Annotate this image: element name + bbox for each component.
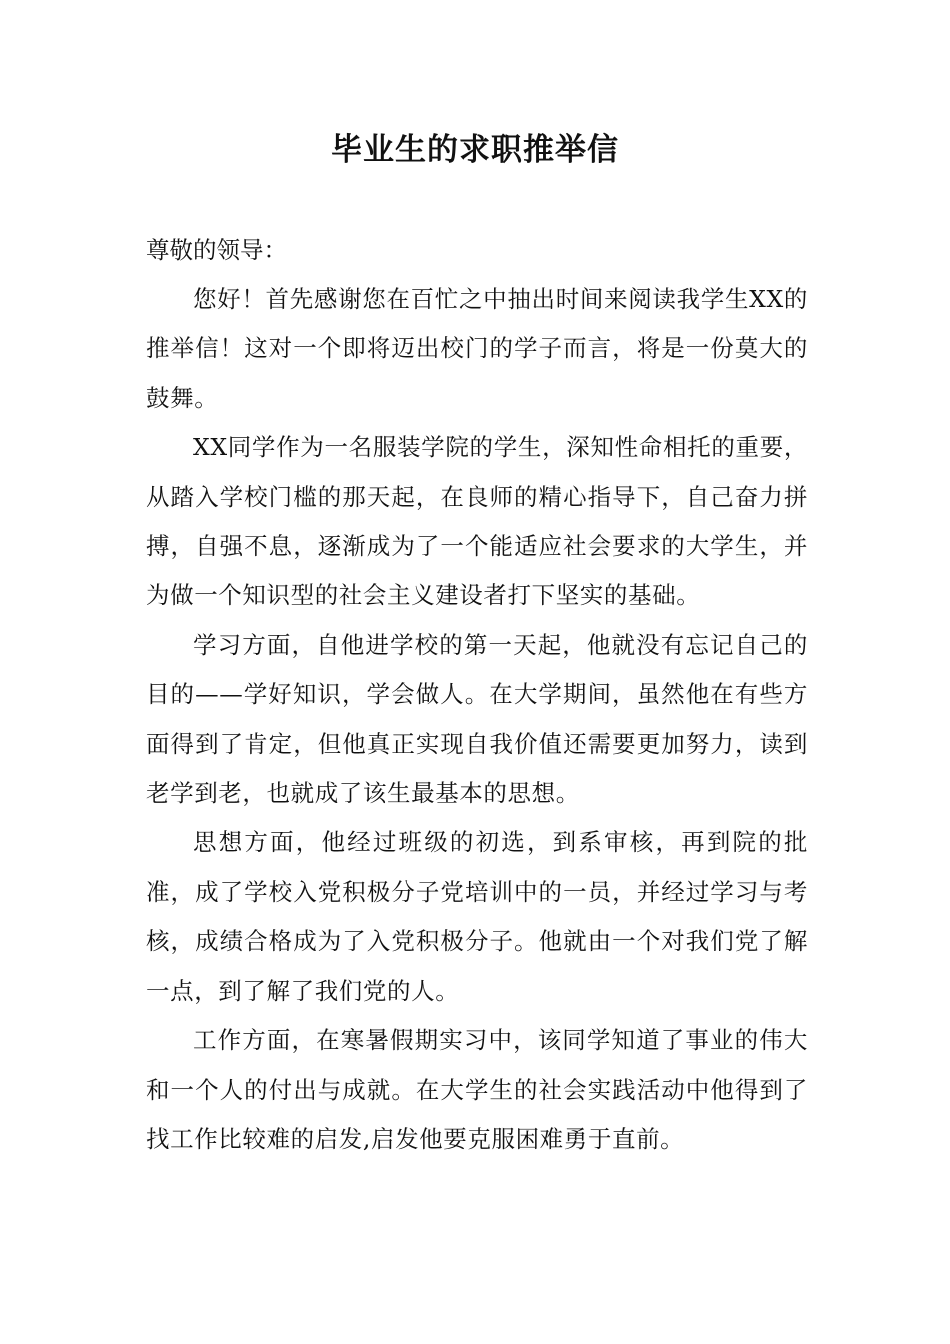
paragraph-work: 工作方面，在寒暑假期实习中，该同学知道了事业的伟大和一个人的付出与成就。在大学生的社会实践活动中他得到了找工作比较难的启发,启发他要克服困难勇于直前。 — [146, 1026, 808, 1153]
paragraph-study: 学习方面，自他进学校的第一天起，他就没有忘记自己的目的——学好知识，学会做人。在大学期间，虽然他在有些方面得到了肯定，但他真正实现自我价值还需要更加努力，读到老学到老，也就成了该生最基本的思想。 — [146, 630, 808, 808]
paragraph-greeting: 您好！首先感谢您在百忙之中抽出时间来阅读我学生XX的推举信！这对一个即将迈出校门的学子而言，将是一份莫大的鼓舞。 — [146, 285, 808, 412]
salutation: 尊敬的领导： — [146, 236, 287, 264]
paragraph-ideology: 思想方面，他经过班级的初选，到系审核，再到院的批准，成了学校入党积极分子党培训中的一员，并经过学习与考核，成绩合格成为了入党积极分子。他就由一个对我们党了解一点，到了解了我们党的人。 — [146, 828, 808, 1005]
document-body — [146, 225, 808, 1164]
paragraph-introduction: XX同学作为一名服装学院的学生，深知性命相托的重要，从踏入学校门槛的那天起，在良师的精心指导下，自己奋力拼搏，自强不息，逐渐成为了一个能适应社会要求的大学生，并为做一个知识型的社会主义建设者打下坚实的基础。 — [146, 433, 808, 610]
document-title: 毕业生的求职推举信 — [331, 132, 619, 168]
